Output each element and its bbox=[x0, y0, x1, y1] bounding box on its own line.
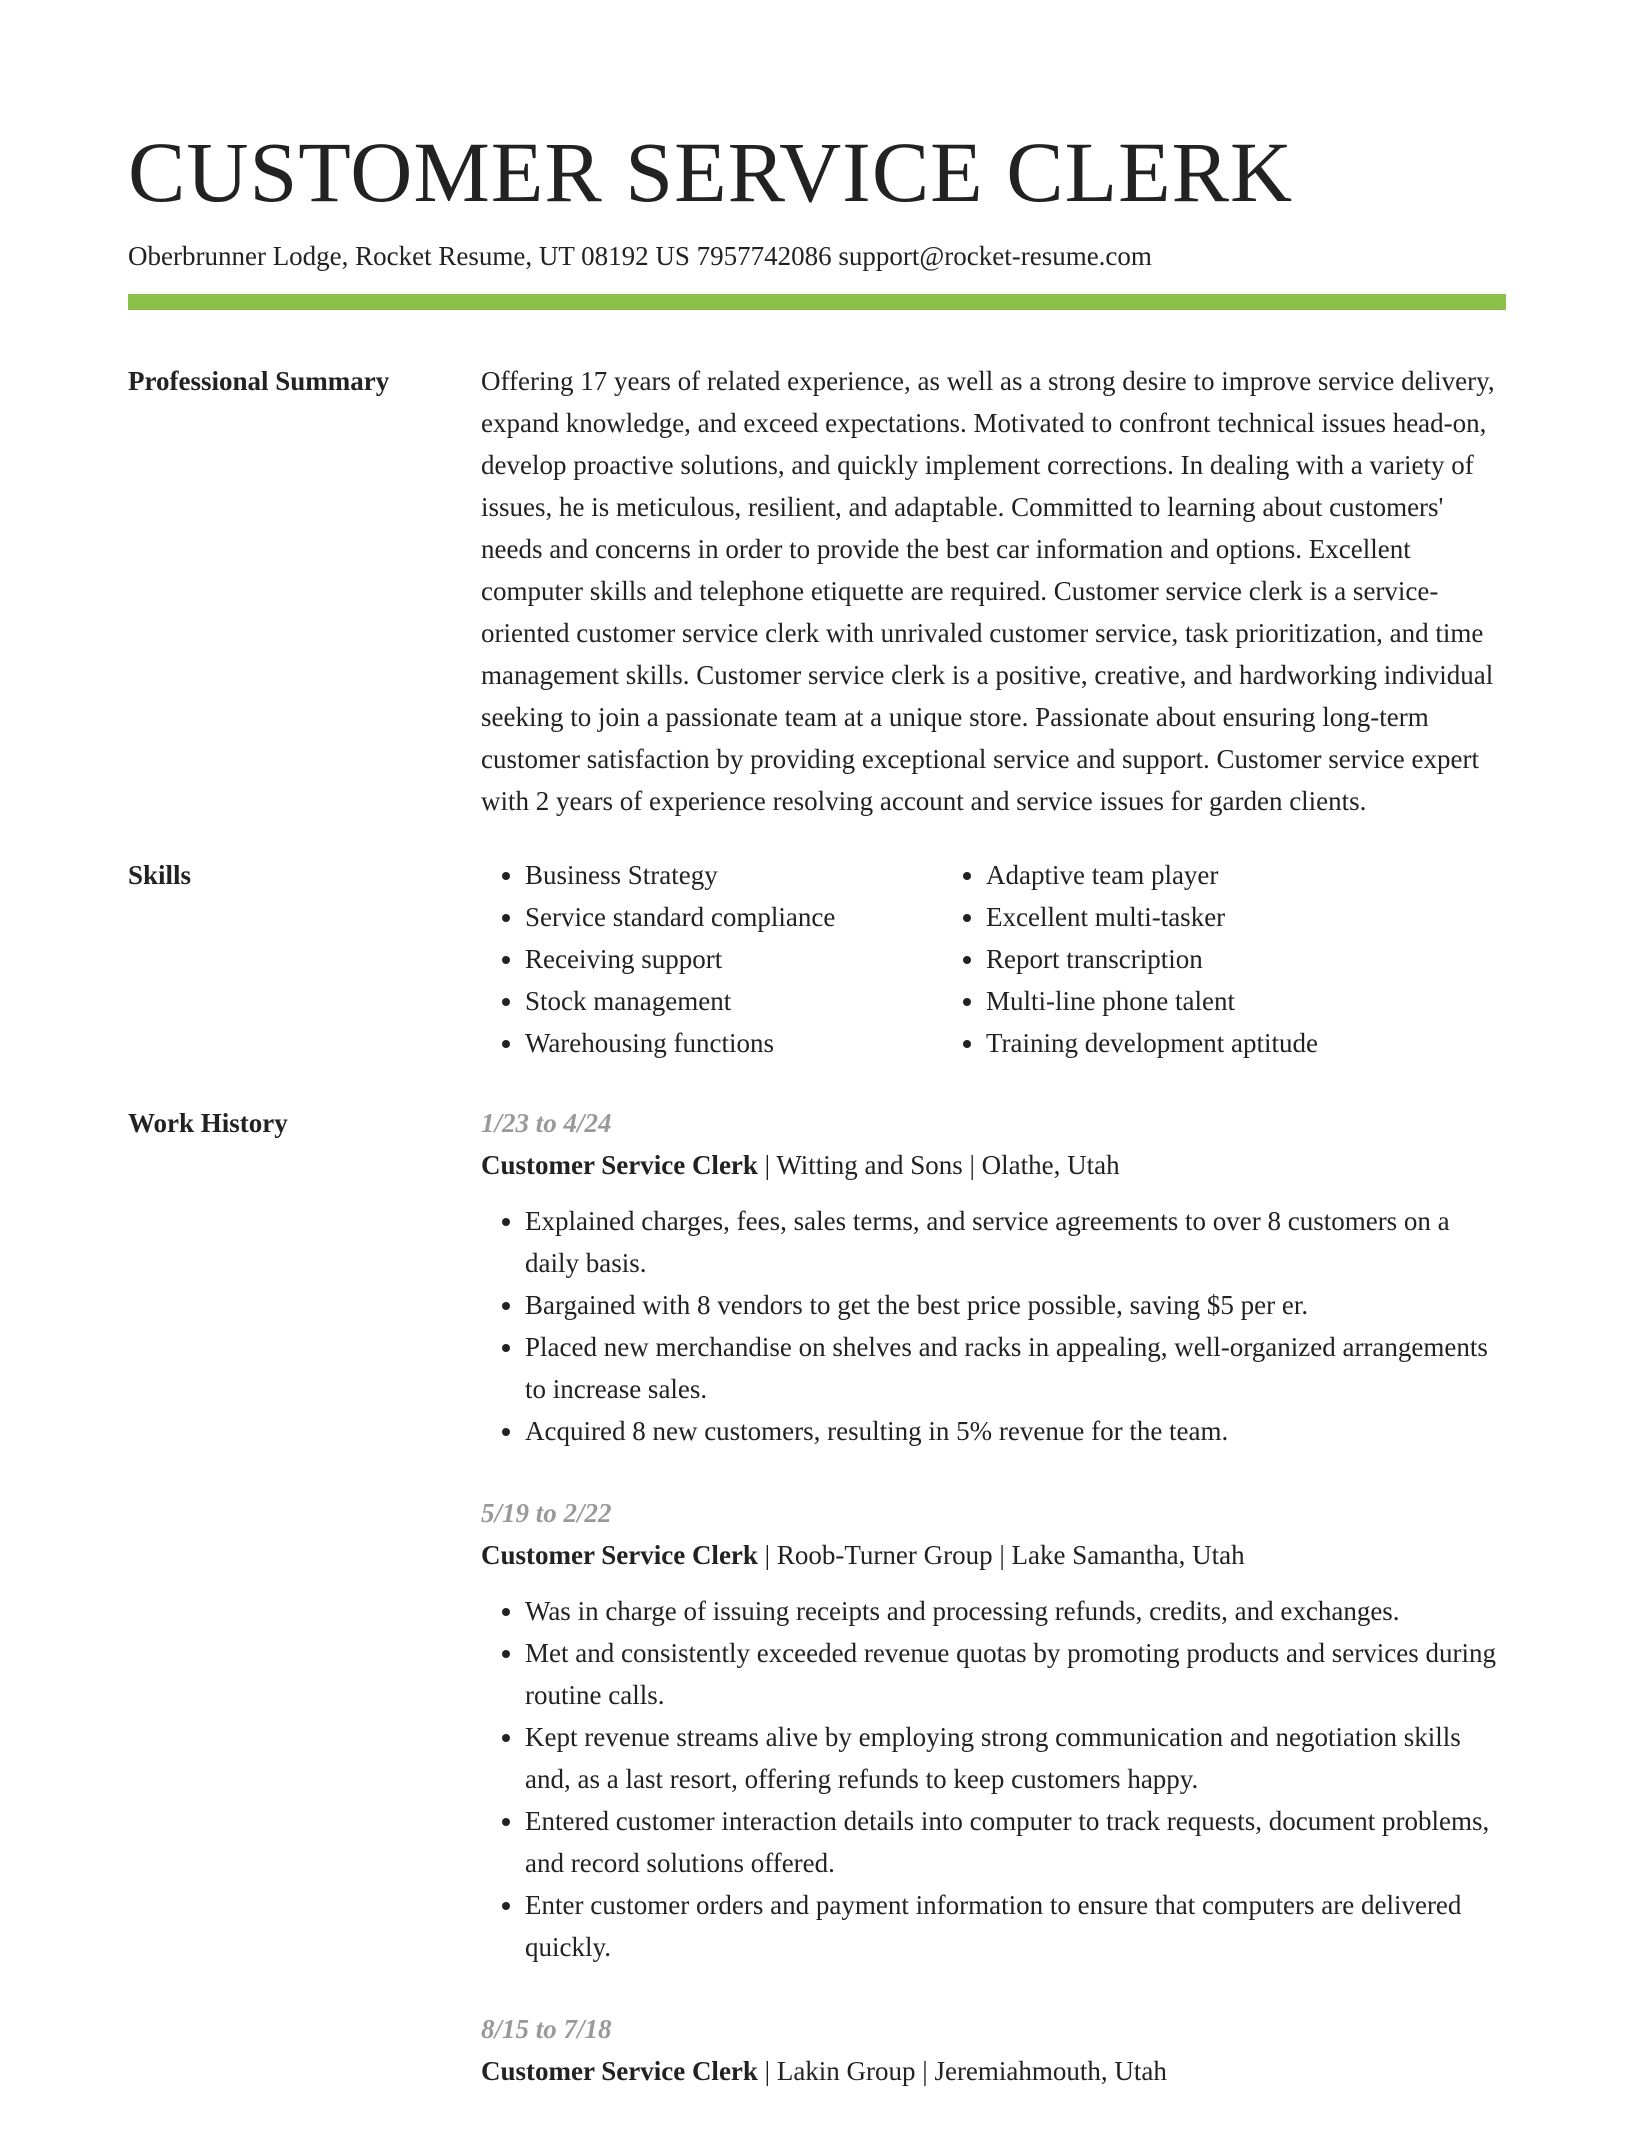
job-details: | Lakin Group | Jeremiahmouth, Utah bbox=[757, 2056, 1167, 2086]
job-entry bbox=[481, 1102, 1506, 1452]
job-heading bbox=[481, 1534, 1506, 1576]
job-bullet: • Acquired 8 new customers, resulting in 5% revenue for the team. bbox=[525, 1410, 1506, 1452]
job-bullet: • Placed new merchandise on shelves and racks in appealing, well-organized arrangements to increase sales. bbox=[525, 1326, 1506, 1410]
job-title: Customer Service Clerk bbox=[481, 2056, 758, 2086]
job-dates: 1/23 to 4/24 bbox=[481, 1108, 612, 1138]
job-title: Customer Service Clerk bbox=[481, 1150, 758, 1180]
skills-list-right bbox=[942, 854, 1502, 1064]
job-dates: 5/19 to 2/22 bbox=[481, 1498, 612, 1528]
job-bullets bbox=[481, 1200, 1506, 1452]
job-heading bbox=[481, 2050, 1506, 2092]
skill-item: • Multi-line phone talent bbox=[986, 980, 1502, 1022]
job-title: Customer Service Clerk bbox=[481, 1540, 758, 1570]
skills-section bbox=[128, 854, 1506, 1064]
job-details: | Witting and Sons | Olathe, Utah bbox=[757, 1150, 1120, 1180]
job-bullet: • Entered customer interaction details into computer to track requests, document problems, and record solutions offered. bbox=[525, 1800, 1506, 1884]
job-entry bbox=[481, 1492, 1506, 1968]
skill-item: • Stock management bbox=[525, 980, 942, 1022]
summary-label: Professional Summary bbox=[128, 366, 390, 396]
skills-label: Skills bbox=[128, 860, 192, 890]
job-heading bbox=[481, 1144, 1506, 1186]
job-bullet: • Met and consistently exceeded revenue quotas by promoting products and services during routine calls. bbox=[525, 1632, 1506, 1716]
work-history-label: Work History bbox=[128, 1108, 288, 1138]
job-bullet: • Was in charge of issuing receipts and processing refunds, credits, and exchanges. bbox=[525, 1590, 1506, 1632]
resume-name: CUSTOMER SERVICE CLERK bbox=[128, 124, 1294, 220]
summary-text: Offering 17 years of related experience, as well as a strong desire to improve service delivery, expand knowledge, and exceed expectations. Motivated to confront technical issues head-on, develop proactive solutions, and quickly implement corrections. In dealing with a variety of issues, he is meticulous, resilient, and adaptable. Committed to learning about customers' needs and concerns in order to provide the best car information and options. Excellent computer skills and telephone etiquette are required. Customer service clerk is a service-oriented customer service clerk with unrivaled customer service, task prioritization, and time management skills. Customer service clerk is a positive, creative, and hardworking individual seeking to join a passionate team at a unique store. Passionate about ensuring long-term customer satisfaction by providing exceptional service and support. Customer service expert with 2 years of experience resolving account and service issues for garden clients. bbox=[481, 366, 1495, 816]
skill-item: • Warehousing functions bbox=[525, 1022, 942, 1064]
skill-item: • Service standard compliance bbox=[525, 896, 942, 938]
job-bullet: • Kept revenue streams alive by employing strong communication and negotiation skills and, as a last resort, offering refunds to keep customers happy. bbox=[525, 1716, 1506, 1800]
job-bullets bbox=[481, 1590, 1506, 1968]
skill-item: • Training development aptitude bbox=[986, 1022, 1502, 1064]
job-details: | Roob-Turner Group | Lake Samantha, Utah bbox=[757, 1540, 1245, 1570]
skills-list-left bbox=[481, 854, 942, 1064]
summary-section bbox=[128, 360, 1506, 822]
skill-item: • Adaptive team player bbox=[986, 854, 1502, 896]
skill-item: • Business Strategy bbox=[525, 854, 942, 896]
contact-line: Oberbrunner Lodge, Rocket Resume, UT 08192 US 7957742086 support@rocket-resume.com bbox=[128, 241, 1152, 271]
work-history-section bbox=[128, 1102, 1506, 2132]
skill-item: • Report transcription bbox=[986, 938, 1502, 980]
job-entry bbox=[481, 2008, 1506, 2092]
skill-item: • Receiving support bbox=[525, 938, 942, 980]
header-divider bbox=[128, 294, 1506, 310]
job-bullet: • Bargained with 8 vendors to get the best price possible, saving $5 per er. bbox=[525, 1284, 1506, 1326]
resume-page bbox=[128, 118, 1506, 2132]
job-bullet: • Explained charges, fees, sales terms, and service agreements to over 8 customers on a daily basis. bbox=[525, 1200, 1506, 1284]
skill-item: • Excellent multi-tasker bbox=[986, 896, 1502, 938]
job-bullet: • Enter customer orders and payment information to ensure that computers are delivered quickly. bbox=[525, 1884, 1506, 1968]
job-dates: 8/15 to 7/18 bbox=[481, 2014, 612, 2044]
